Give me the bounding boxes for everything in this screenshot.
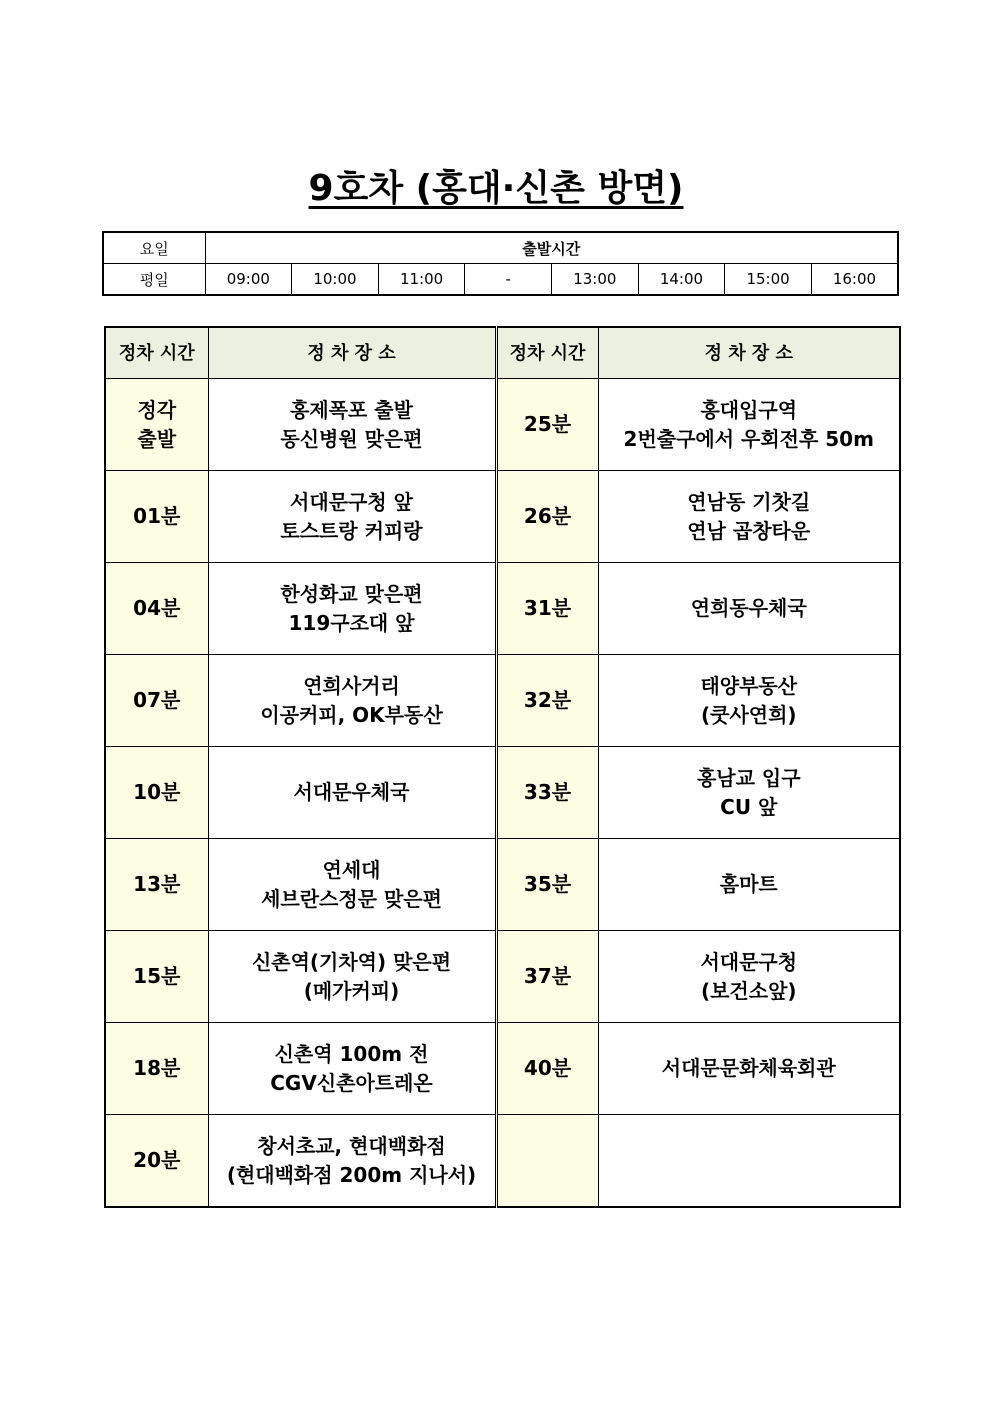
departure-time-header: 출발시간 [205, 232, 898, 264]
stop-place-header: 정 차 장 소 [208, 327, 496, 379]
stop-place-line: CGV신촌아트레온 [270, 1070, 433, 1095]
departure-time: - [465, 264, 552, 296]
stop-place-line: 홍남교 입구 [696, 765, 801, 790]
stop-place-line: 홈마트 [719, 872, 778, 896]
stop-row [105, 655, 900, 747]
stop-place-line: 동신병원 맞은편 [280, 426, 423, 451]
departure-time: 13:00 [552, 264, 639, 296]
stop-place [208, 747, 496, 839]
stop-row [105, 563, 900, 655]
stop-time [105, 563, 208, 655]
stop-time-line: 출발 [137, 426, 177, 451]
departure-header-row [103, 232, 898, 264]
stop-place-line: 2번출구에서 우회전후 50m [623, 426, 874, 451]
stop-row [105, 747, 900, 839]
stop-place-line: 이공커피, OK부동산 [260, 702, 443, 727]
stop-place-line: (쿳사연희) [700, 702, 797, 727]
stop-time [496, 1115, 598, 1208]
stop-row [105, 471, 900, 563]
stop-place-line: (현대백화점 200m 지나서) [226, 1162, 477, 1187]
stop-place-line: 서대문구청 앞 [290, 489, 413, 514]
departure-time: 09:00 [205, 264, 292, 296]
stop-time-line: 10분 [133, 780, 181, 804]
stop-time [105, 931, 208, 1023]
stops-header-row [105, 327, 900, 379]
stop-place-line: 신촌역(기차역) 맞은편 [251, 949, 452, 974]
stop-time-line: 37분 [523, 964, 572, 988]
stop-time-line: 정각 [137, 397, 177, 422]
stop-time [105, 747, 208, 839]
stop-place [208, 839, 496, 931]
stop-time [496, 563, 598, 655]
stop-place-line: 토스트랑 커피랑 [280, 518, 423, 543]
departure-table [102, 231, 899, 296]
stop-row [105, 379, 900, 471]
stop-time [496, 931, 598, 1023]
stop-place [598, 379, 900, 471]
stop-time-line: 25분 [523, 412, 572, 436]
stop-place [598, 655, 900, 747]
stop-place [598, 839, 900, 931]
departure-time: 14:00 [638, 264, 725, 296]
stop-place-line: 연희동우체국 [690, 596, 807, 620]
stop-time-line: 04분 [133, 596, 181, 620]
departure-time: 10:00 [292, 264, 379, 296]
stop-place-line: (메가커피) [303, 978, 400, 1003]
departure-time: 15:00 [725, 264, 812, 296]
stop-place-line: 홍대입구역 [700, 397, 798, 422]
stop-place [598, 471, 900, 563]
stop-time [496, 839, 598, 931]
stop-row [105, 839, 900, 931]
stop-time [105, 655, 208, 747]
stop-time-header: 정차 시간 [496, 327, 598, 379]
stop-place-header: 정 차 장 소 [598, 327, 900, 379]
stop-place-line: 연세대 [322, 857, 381, 882]
stop-time-line: 26분 [523, 504, 572, 528]
stop-place [598, 563, 900, 655]
stop-place [598, 747, 900, 839]
stop-place-line: 서대문문화체육회관 [661, 1056, 836, 1080]
stop-time-line: 33분 [523, 780, 572, 804]
stop-place-line: 태양부동산 [700, 673, 798, 698]
stop-time [496, 379, 598, 471]
stop-time-line: 35분 [523, 872, 572, 896]
stop-time-line: 18분 [133, 1056, 181, 1080]
stop-row [105, 1115, 900, 1208]
stop-row [105, 931, 900, 1023]
stop-place-line: 서대문구청 [700, 949, 798, 974]
stop-place-line: 119구조대 앞 [288, 610, 415, 635]
stop-place-line: (보건소앞) [700, 978, 797, 1003]
stop-time [105, 839, 208, 931]
stop-time-line: 20분 [133, 1148, 181, 1172]
stop-place-line: 서대문우체국 [293, 780, 410, 804]
stop-time [105, 471, 208, 563]
stop-place [208, 471, 496, 563]
stop-place-line: 홍제폭포 출발 [290, 397, 413, 422]
stop-time-header: 정차 시간 [105, 327, 208, 379]
stop-place-line: CU 앞 [720, 794, 778, 819]
departure-time: 16:00 [811, 264, 898, 296]
stop-time-line: 32분 [523, 688, 572, 712]
stop-time [105, 1115, 208, 1208]
stop-place-line: 한성화교 맞은편 [280, 581, 423, 606]
stops-table [104, 326, 901, 1208]
stop-time-line: 40분 [523, 1056, 572, 1080]
stop-place [208, 379, 496, 471]
stop-time-line: 31분 [523, 596, 572, 620]
stop-place-line: 세브란스정문 맞은편 [261, 886, 442, 911]
stop-place [598, 931, 900, 1023]
stop-time [496, 1023, 598, 1115]
stop-time [105, 1023, 208, 1115]
stop-row [105, 1023, 900, 1115]
stop-place [208, 931, 496, 1023]
departure-time: 11:00 [378, 264, 465, 296]
stop-time [496, 655, 598, 747]
stop-place [208, 1023, 496, 1115]
stop-time-line: 07분 [133, 688, 181, 712]
page-title: 9호차 (홍대·신촌 방면) [308, 168, 684, 209]
stop-place-line: 연남동 기찻길 [687, 489, 811, 514]
stop-time [496, 747, 598, 839]
stop-place [598, 1115, 900, 1208]
stop-place-line: 연남 곱창타운 [687, 518, 811, 543]
stop-place [208, 655, 496, 747]
stop-time-line: 13분 [133, 872, 181, 896]
stop-time [496, 471, 598, 563]
stop-place-line: 신촌역 100m 전 [274, 1041, 429, 1066]
stop-place-line: 창서초교, 현대백화점 [257, 1133, 446, 1158]
stop-place [598, 1023, 900, 1115]
departure-times-row [103, 264, 898, 296]
stop-place-line: 연희사거리 [303, 673, 400, 698]
stop-time-line: 01분 [133, 504, 181, 528]
stop-place [208, 1115, 496, 1208]
stop-time [105, 379, 208, 471]
day-header: 요일 [103, 232, 205, 264]
stop-time-line: 15분 [133, 964, 181, 988]
stop-place [208, 563, 496, 655]
day-label: 평일 [103, 264, 205, 296]
